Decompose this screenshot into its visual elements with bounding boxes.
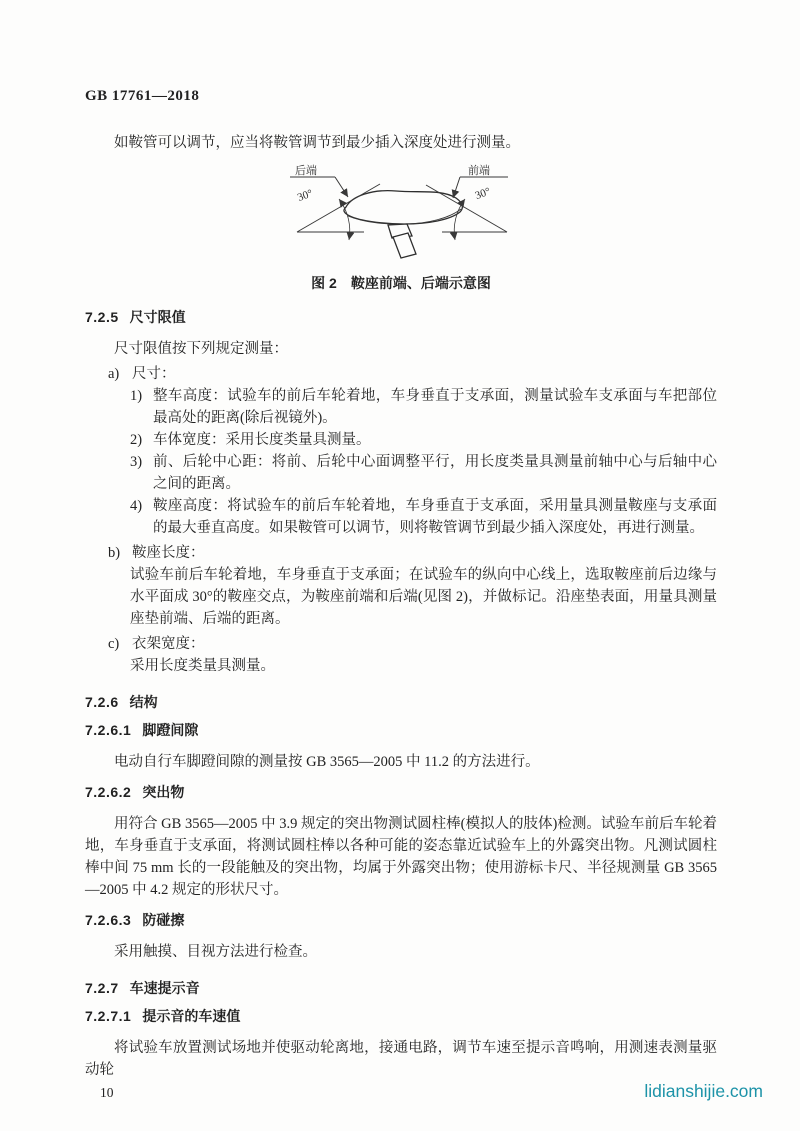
section-title: 突出物 — [142, 784, 185, 800]
list-item-text: 车体宽度：采用长度类量具测量。 — [153, 432, 371, 448]
section-number: 7.2.6.2 — [85, 784, 132, 800]
section-heading — [85, 783, 717, 801]
section-number: 7.2.6.3 — [85, 912, 132, 928]
standard-number-header: GB 17761—2018 — [85, 88, 200, 104]
list-marker: c) — [108, 636, 120, 652]
intro-paragraph: 如鞍管可以调节，应当将鞍管调节到最少插入深度处进行测量。 — [114, 135, 520, 151]
front-angle-label: 30° — [473, 185, 493, 203]
section-title: 结构 — [129, 694, 158, 710]
paragraph: 采用触摸、目视方法进行检查。 — [114, 944, 317, 960]
section-number: 7.2.7.1 — [85, 1008, 132, 1024]
rear-end-label: 后端 — [295, 165, 317, 177]
list-marker: b) — [108, 545, 121, 561]
figure-2-saddle-diagram — [85, 162, 717, 266]
section-title: 尺寸限值 — [129, 309, 186, 325]
list-item-text: 整车高度：试验车的前后车轮着地，车身垂直于支承面，测量试验车支承面与车把部位最高处的距离(除后视镜外)。 — [153, 388, 717, 426]
section-heading — [85, 308, 717, 326]
paragraph: 尺寸限值按下列规定测量： — [114, 341, 288, 357]
section-title: 防碰擦 — [142, 912, 185, 928]
section-heading — [85, 1007, 717, 1025]
list-item-text: 衣架宽度： — [132, 636, 205, 652]
section-heading — [85, 911, 717, 929]
list-item — [108, 363, 717, 385]
list-item — [130, 451, 717, 495]
paragraph: 将试验车放置测试场地并使驱动轮离地，接通电路，调节车速至提示音鸣响，用测速表测量驱动轮 — [85, 1040, 717, 1078]
list-marker: 4) — [130, 498, 143, 514]
figure-caption — [85, 274, 717, 292]
list-item-text: 鞍座高度：将试验车的前后车轮着地，车身垂直于支承面，采用量具测量鞍座与支承面的最大垂直高度。如果鞍管可以调节，则将鞍管调节到最少插入深度处，再进行测量。 — [153, 498, 717, 536]
list-item — [108, 542, 717, 564]
watermark-text: lidianshijie.com — [644, 1081, 763, 1101]
list-marker: 3) — [130, 454, 143, 470]
list-item — [130, 495, 717, 539]
front-end-label: 前端 — [468, 165, 490, 177]
section-heading — [85, 721, 717, 739]
list-marker: 2) — [130, 432, 143, 448]
section-number: 7.2.5 — [85, 309, 119, 325]
section-number: 7.2.6.1 — [85, 722, 132, 738]
list-item — [130, 385, 717, 429]
list-item — [108, 633, 717, 655]
paragraph: 电动自行车脚蹬间隙的测量按 GB 3565—2005 中 11.2 的方法进行。 — [114, 754, 540, 770]
section-title: 脚蹬间隙 — [142, 722, 199, 738]
rear-angle-label: 30° — [295, 187, 315, 204]
page-number: 10 — [100, 1085, 114, 1100]
saddle-schematic-svg — [85, 162, 717, 266]
section-heading — [85, 979, 717, 997]
document-body — [85, 308, 717, 1081]
section-title: 车速提示音 — [129, 980, 200, 996]
figure-number: 图 2 — [311, 275, 337, 291]
figure-title: 鞍座前端、后端示意图 — [350, 275, 491, 291]
rear-leader-arrow — [335, 177, 348, 197]
section-number: 7.2.6 — [85, 694, 119, 710]
list-item — [130, 429, 717, 451]
list-item-text: 前、后轮中心距：将前、后轮中心面调整平行，用长度类量具测量前轴中心与后轴中心之间的距离。 — [153, 454, 717, 492]
list-marker: 1) — [130, 388, 143, 404]
list-item-text: 尺寸： — [132, 366, 176, 382]
section-number: 7.2.7 — [85, 980, 119, 996]
sub-paragraph: 试验车前后车轮着地，车身垂直于支承面；在试验车的纵向中心线上，选取鞍座前后边缘与水平面成 30°的鞍座交点，为鞍座前端和后端(见图 2)，并做标记。沿座垫表面，用量具测量座垫前端、后端的距离。 — [130, 567, 717, 627]
sub-paragraph: 采用长度类量具测量。 — [130, 658, 275, 674]
list-marker: a) — [108, 366, 120, 382]
section-title: 提示音的车速值 — [142, 1008, 241, 1024]
list-item-text: 鞍座长度： — [132, 545, 205, 561]
paragraph: 用符合 GB 3565—2005 中 3.9 规定的突出物测试圆柱棒(模拟人的肢体)检测。试验车前后车轮着地，车身垂直于支承面，将测试圆柱棒以各种可能的姿态靠近试验车上的外露突出物。凡测试圆柱棒中间 75 mm 长的一段能触及的突出物，均属于外露突出物；使用游标卡尺、半径规测量 GB 3565—2005 中 4.2 规定的形状尺寸。 — [85, 816, 717, 898]
section-heading — [85, 693, 717, 711]
front-leader-arrow — [453, 177, 460, 198]
seat-post — [393, 233, 416, 258]
